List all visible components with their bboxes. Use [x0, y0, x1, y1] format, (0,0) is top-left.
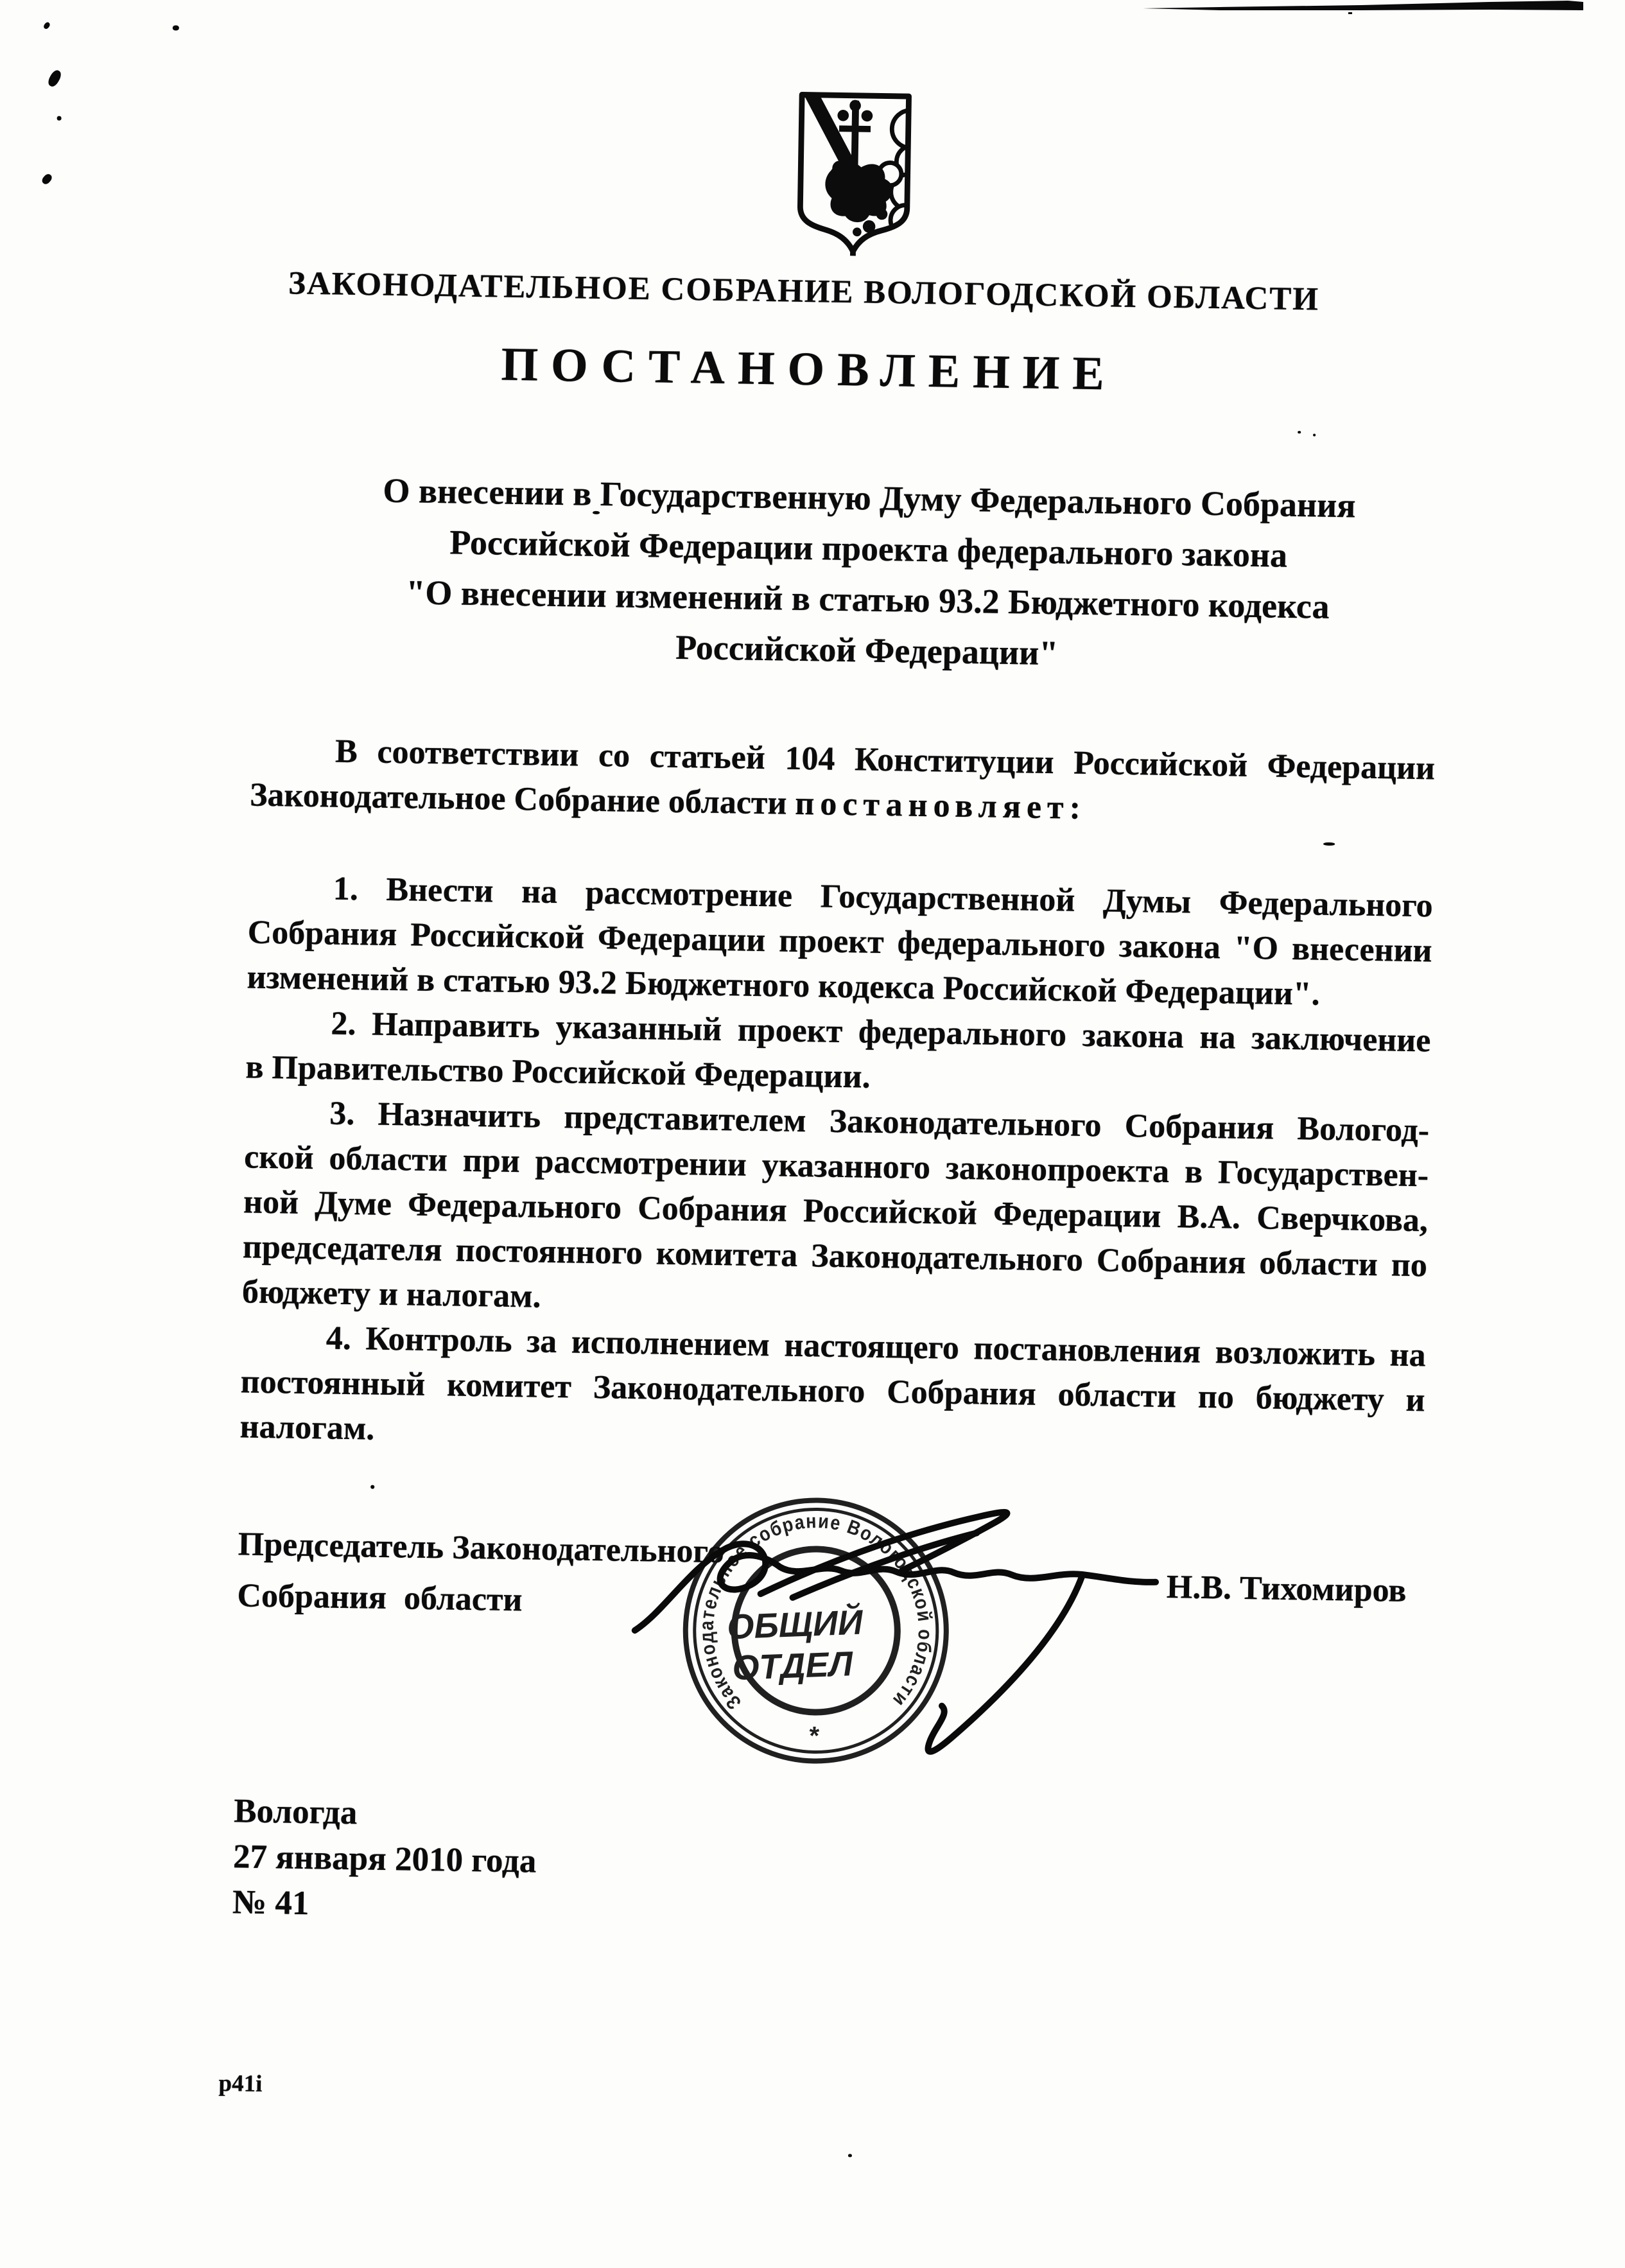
body-line: в Правительство Российской Федерации.: [245, 1049, 871, 1095]
document-title-line: О внесении в Государственную Думу Федерального Собрания: [383, 471, 1356, 525]
body-line: налогам.: [239, 1408, 375, 1447]
scan-speck: [57, 116, 62, 121]
vologda-coat-of-arms: [793, 88, 915, 259]
body-line: 2. Направить указанный проект федерального закона на заключение: [331, 1005, 1431, 1060]
document-title-line: Российской Федерации": [675, 627, 1059, 673]
body-line: 3. Назначить представителем Законодательного Собрания Вологод-: [329, 1095, 1430, 1149]
document-title: [274, 464, 1462, 685]
body-line: председателя постоянного комитета Законодательного Собрания области по: [242, 1228, 1428, 1284]
scan-speck: [42, 21, 51, 30]
stamp-center-line: ОТДЕЛ: [731, 1644, 854, 1688]
body-line: изменений в статью 93.2 Бюджетного кодекса Российской Федерации".: [247, 959, 1321, 1013]
scan-speck: [173, 25, 179, 30]
scan-speck: [1298, 431, 1301, 433]
stamp-star: *: [809, 1722, 820, 1750]
organization-title: ЗАКОНОДАТЕЛЬНОЕ СОБРАНИЕ ВОЛОГОДСКОЙ ОБЛАСТИ: [288, 265, 1320, 318]
issuance-city: Вологда: [233, 1792, 358, 1832]
body-line: ской области при рассмотрении указанного законопроекта в Государствен-: [243, 1138, 1429, 1194]
scan-speck: [848, 2154, 852, 2157]
document-title-line: "О внесении изменений в статью 93.2 Бюджетного кодекса: [405, 573, 1330, 626]
preamble-line: Законодательное Собрание области постановляет:: [249, 776, 1087, 826]
resolves-word: постановляет:: [794, 785, 1087, 826]
body-line: бюджету и налогам.: [241, 1273, 541, 1315]
issuance-date: 27 января 2010 года: [232, 1838, 537, 1880]
body-line: постоянный комитет Законодательного Собрания области по бюджету и: [240, 1363, 1425, 1419]
document-title-line: Российской Федерации проекта федерального закона: [449, 523, 1288, 575]
stamp-ring-text: Законодательное собрание Вологодской области: [695, 1509, 937, 1714]
scan-speck: [46, 69, 63, 89]
body-line: Собрания Российской Федерации проект федерального закона "О внесении: [247, 914, 1432, 970]
scan-speck: [1313, 433, 1316, 436]
body-line: ной Думе Федерального Собрания Российской Федерации В.А. Сверчкова,: [243, 1183, 1429, 1239]
stamp-center-line: ОБЩИЙ: [726, 1603, 864, 1647]
preamble: [250, 728, 1436, 836]
scan-speck: [40, 173, 53, 186]
body-line: 4. Контроль за исполнением настоящего постановления возложить на: [326, 1320, 1427, 1374]
scan-speck: [1323, 842, 1335, 846]
issuance-number: № 41: [232, 1883, 309, 1923]
page-code: p41i: [218, 2070, 263, 2098]
signature-scrawl: [565, 1456, 1251, 1801]
signature-role: Председатель Законодательного Собрания области: [237, 1526, 725, 1619]
resolution-items: [239, 865, 1433, 1468]
signature-name: Н.В. Тихомиров: [1166, 1569, 1407, 1609]
body-line: 1. Внести на рассмотрение Государственной Думы Федерального: [333, 870, 1434, 925]
preamble-line: В соответствии со статьей 104 Конституции Российской Федерации: [335, 733, 1436, 787]
issuance-block: [232, 1788, 537, 1930]
document-type-heading: ПОСТАНОВЛЕНИЕ: [500, 338, 1118, 401]
scan-speck: [370, 1485, 374, 1489]
